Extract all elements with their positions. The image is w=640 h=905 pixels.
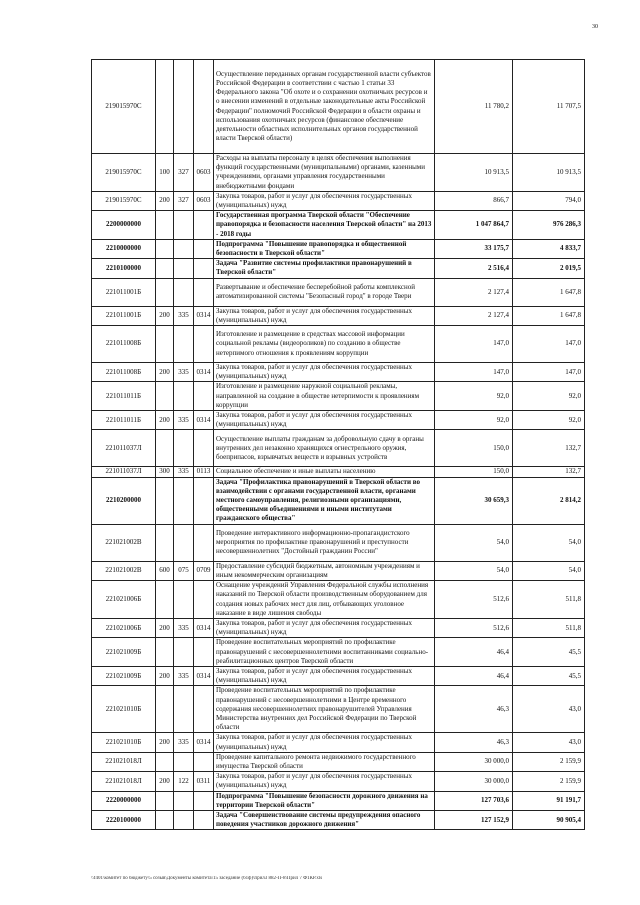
row-amount-planned: 147,0: [435, 363, 513, 382]
row-amount-planned: 147,0: [435, 326, 513, 363]
budget-table: [91, 59, 585, 830]
row-section: [194, 686, 214, 733]
row-description: Задача "Профилактика правонарушений в Тверской области во взаимодействии с органами государственной власти, органами местного самоуправления, религиозными организациями, общественными объединениями и иными институтами гражданского общества": [214, 477, 435, 524]
row-amount-executed: 511,8: [513, 581, 585, 619]
row-amount-executed: 92,0: [513, 382, 585, 411]
table-row: [92, 211, 585, 240]
table-row: [92, 477, 585, 524]
row-department: 122: [174, 772, 194, 791]
row-amount-executed: 2 019,5: [513, 259, 585, 278]
row-amount-executed: 147,0: [513, 326, 585, 363]
row-amount-planned: 150,0: [435, 430, 513, 467]
row-expense-type: 200: [156, 411, 174, 430]
row-amount-executed: 43,0: [513, 733, 585, 752]
table-row: [92, 326, 585, 363]
row-amount-executed: 2 814,2: [513, 477, 585, 524]
row-department: 335: [174, 363, 194, 382]
table-row: [92, 191, 585, 210]
row-amount-planned: 30 000,0: [435, 772, 513, 791]
row-amount-executed: 2 159,9: [513, 772, 585, 791]
row-department: 075: [174, 561, 194, 580]
row-department: 335: [174, 467, 194, 477]
row-expense-type: 200: [156, 666, 174, 685]
row-expense-type: [156, 581, 174, 619]
budget-table-body: [92, 60, 585, 830]
row-expense-type: 300: [156, 467, 174, 477]
row-amount-executed: 132,7: [513, 430, 585, 467]
row-amount-planned: 46,3: [435, 733, 513, 752]
row-department: [174, 686, 194, 733]
row-expense-type: 200: [156, 772, 174, 791]
table-row: [92, 382, 585, 411]
row-description: Закупка товаров, работ и услуг для обеспечения государственных (муниципальных) нужд: [214, 666, 435, 685]
row-description: Расходы на выплаты персоналу в целях обеспечения выполнения функций государственными (муниципальными) органами, казенными учреждениями, органами управления государственными внебюджетными фондами: [214, 154, 435, 192]
row-expense-type: [156, 239, 174, 258]
table-row: [92, 524, 585, 561]
row-code: 221021009Б: [92, 638, 156, 667]
row-expense-type: [156, 259, 174, 278]
row-amount-executed: 2 159,9: [513, 752, 585, 771]
row-code: 221021009Б: [92, 666, 156, 685]
file-path-footer: \\f401\комитет по бюджету\5 созыв\Документы комитета\15 заседание (61ф)\прил3 882-П-8\Прил 7 Ф1КР.xls: [91, 876, 323, 881]
row-description: Проведение интерактивного информационно-пропагандистского мероприятия по профилактике правонарушений и преступности несовершеннолетних "Достойный гражданин России": [214, 524, 435, 561]
row-expense-type: [156, 791, 174, 810]
row-department: 335: [174, 618, 194, 637]
row-amount-planned: 2 516,4: [435, 259, 513, 278]
row-department: [174, 259, 194, 278]
row-amount-planned: 33 175,7: [435, 239, 513, 258]
table-row: [92, 638, 585, 667]
row-department: [174, 477, 194, 524]
row-department: 335: [174, 411, 194, 430]
row-amount-executed: 90 905,4: [513, 810, 585, 829]
row-amount-executed: 1 647,8: [513, 306, 585, 325]
row-amount-planned: 10 913,5: [435, 154, 513, 192]
row-section: 0314: [194, 411, 214, 430]
row-department: [174, 278, 194, 306]
row-department: [174, 326, 194, 363]
row-department: [174, 211, 194, 240]
row-amount-executed: 1 647,8: [513, 278, 585, 306]
row-expense-type: 200: [156, 618, 174, 637]
row-amount-executed: 11 707,5: [513, 60, 585, 154]
row-code: 221011008Б: [92, 326, 156, 363]
row-description: Закупка товаров, работ и услуг для обеспечения государственных (муниципальных) нужд: [214, 411, 435, 430]
row-amount-planned: 2 127,4: [435, 278, 513, 306]
row-code: 219015970С: [92, 60, 156, 154]
row-description: Осуществление выплаты гражданам за добровольную сдачу в органы внутренних дел незаконно хранящихся огнестрельного оружия, боеприпасов, взрывчатых веществ и взрывных устройств: [214, 430, 435, 467]
row-amount-executed: 511,8: [513, 618, 585, 637]
row-code: 221021018Л: [92, 752, 156, 771]
row-code: 221011008Б: [92, 363, 156, 382]
row-code: 2210200000: [92, 477, 156, 524]
row-code: 2220000000: [92, 791, 156, 810]
row-expense-type: [156, 638, 174, 667]
row-department: [174, 239, 194, 258]
row-code: 2210100000: [92, 259, 156, 278]
row-code: 221021006Б: [92, 618, 156, 637]
row-expense-type: [156, 326, 174, 363]
row-description: Оснащение учреждений Управления Федеральной службы исполнения наказаний по Тверской области производственным оборудованием для создания новых рабочих мест для лиц, отбывающих уголовное наказание в виде лишения свободы: [214, 581, 435, 619]
row-expense-type: [156, 810, 174, 829]
row-amount-executed: 132,7: [513, 467, 585, 477]
row-code: 221011001Б: [92, 278, 156, 306]
table-row: [92, 430, 585, 467]
row-department: 335: [174, 306, 194, 325]
row-description: Развертывание и обеспечение бесперебойной работы комплексной автоматизированной системы "Безопасный город" в городе Твери: [214, 278, 435, 306]
table-row: [92, 791, 585, 810]
row-section: 0314: [194, 618, 214, 637]
row-amount-planned: 127 703,6: [435, 791, 513, 810]
row-section: 0311: [194, 772, 214, 791]
row-description: Закупка товаров, работ и услуг для обеспечения государственных (муниципальных) нужд: [214, 191, 435, 210]
row-amount-planned: 30 000,0: [435, 752, 513, 771]
row-description: Изготовление и размещение наружной социальной рекламы, направленной на создание в обществе нетерпимости к проявлениям коррупции: [214, 382, 435, 411]
row-expense-type: 200: [156, 191, 174, 210]
row-section: 0113: [194, 467, 214, 477]
page-number: 30: [592, 24, 598, 30]
row-expense-type: [156, 524, 174, 561]
row-department: [174, 810, 194, 829]
row-department: [174, 791, 194, 810]
row-code: 221011011Б: [92, 382, 156, 411]
row-department: 335: [174, 733, 194, 752]
row-department: [174, 581, 194, 619]
table-row: [92, 259, 585, 278]
row-amount-planned: 127 152,9: [435, 810, 513, 829]
row-code: 221021002В: [92, 524, 156, 561]
row-department: 335: [174, 666, 194, 685]
row-section: [194, 326, 214, 363]
row-expense-type: 600: [156, 561, 174, 580]
row-description: Проведение воспитательных мероприятий по профилактике правонарушений с несовершеннолетними воспитанниками социально-реабилитационных центров Тверской области: [214, 638, 435, 667]
row-description: Проведение воспитательных мероприятий по профилактике правонарушений с несовершеннолетними в Центре временного содержания несовершеннолетних правонарушителей Управления Министерства внутренних дел Российской Федерации по Тверской области: [214, 686, 435, 733]
row-code: 221021010Б: [92, 733, 156, 752]
row-description: Задача "Развитие системы профилактики правонарушений в Тверской области": [214, 259, 435, 278]
row-department: [174, 752, 194, 771]
table-row: [92, 467, 585, 477]
row-section: [194, 752, 214, 771]
row-amount-executed: 43,0: [513, 686, 585, 733]
table-row: [92, 561, 585, 580]
row-expense-type: [156, 686, 174, 733]
row-amount-executed: 976 286,3: [513, 211, 585, 240]
row-description: Подпрограмма "Повышение правопорядка и общественной безопасности в Тверской области": [214, 239, 435, 258]
row-department: [174, 60, 194, 154]
table-row: [92, 278, 585, 306]
table-row: [92, 60, 585, 154]
row-code: 2220100000: [92, 810, 156, 829]
row-section: [194, 524, 214, 561]
row-section: [194, 60, 214, 154]
row-code: 221011037Л: [92, 430, 156, 467]
row-code: 221021002В: [92, 561, 156, 580]
row-amount-executed: 54,0: [513, 524, 585, 561]
row-department: [174, 638, 194, 667]
row-section: [194, 278, 214, 306]
row-amount-planned: 512,6: [435, 581, 513, 619]
row-expense-type: [156, 60, 174, 154]
row-expense-type: 100: [156, 154, 174, 192]
row-section: [194, 382, 214, 411]
row-amount-planned: 512,6: [435, 618, 513, 637]
row-section: [194, 791, 214, 810]
row-description: Закупка товаров, работ и услуг для обеспечения государственных (муниципальных) нужд: [214, 733, 435, 752]
row-expense-type: 200: [156, 363, 174, 382]
row-description: Осуществление переданных органам государственной власти субъектов Российской Федерации в соответствии с частью 1 статьи 33 Федерального закона "Об охоте и о сохранении охотничьих ресурсов и о внесении изменений в отдельные законодательные акты Российской Федерации" полномочий Российской Федерации в области охраны и использования охотничьих ресурсов (финансовое обеспечение деятельности областных исполнительных органов государственной власти Тверской области): [214, 60, 435, 154]
row-expense-type: [156, 477, 174, 524]
table-row: [92, 810, 585, 829]
row-description: Закупка товаров, работ и услуг для обеспечения государственных (муниципальных) нужд: [214, 772, 435, 791]
row-expense-type: 200: [156, 306, 174, 325]
row-amount-planned: 11 780,2: [435, 60, 513, 154]
row-amount-planned: 92,0: [435, 411, 513, 430]
row-code: 221021006Б: [92, 581, 156, 619]
row-amount-planned: 46,3: [435, 686, 513, 733]
table-row: [92, 733, 585, 752]
row-section: 0603: [194, 154, 214, 192]
row-section: 0314: [194, 733, 214, 752]
table-row: [92, 239, 585, 258]
row-description: Проведение капитального ремонта недвижимого государственного имущества Тверской области: [214, 752, 435, 771]
row-amount-executed: 45,5: [513, 638, 585, 667]
row-description: Предоставление субсидий бюджетным, автономным учреждениям и иным некоммерческим организациям: [214, 561, 435, 580]
row-department: [174, 382, 194, 411]
row-section: [194, 239, 214, 258]
row-section: 0314: [194, 666, 214, 685]
table-row: [92, 686, 585, 733]
row-expense-type: [156, 382, 174, 411]
row-code: 221021010Б: [92, 686, 156, 733]
row-amount-executed: 147,0: [513, 363, 585, 382]
row-department: [174, 430, 194, 467]
table-row: [92, 752, 585, 771]
row-expense-type: [156, 278, 174, 306]
table-row: [92, 411, 585, 430]
table-row: [92, 363, 585, 382]
row-amount-executed: 91 191,7: [513, 791, 585, 810]
row-amount-planned: 30 659,3: [435, 477, 513, 524]
row-code: 219015970С: [92, 154, 156, 192]
row-amount-planned: 46,4: [435, 638, 513, 667]
row-section: 0314: [194, 306, 214, 325]
row-description: Социальное обеспечение и иные выплаты населению: [214, 467, 435, 477]
row-amount-executed: 794,0: [513, 191, 585, 210]
row-department: 327: [174, 154, 194, 192]
table-row: [92, 618, 585, 637]
row-description: Закупка товаров, работ и услуг для обеспечения государственных (муниципальных) нужд: [214, 618, 435, 637]
row-code: 219015970С: [92, 191, 156, 210]
row-expense-type: [156, 752, 174, 771]
table-row: [92, 772, 585, 791]
row-expense-type: 200: [156, 733, 174, 752]
table-row: [92, 306, 585, 325]
row-section: [194, 581, 214, 619]
row-amount-planned: 46,4: [435, 666, 513, 685]
table-row: [92, 154, 585, 192]
row-section: [194, 430, 214, 467]
row-code: 221021018Л: [92, 772, 156, 791]
row-amount-executed: 4 833,7: [513, 239, 585, 258]
row-section: [194, 211, 214, 240]
row-amount-planned: 2 127,4: [435, 306, 513, 325]
row-section: 0709: [194, 561, 214, 580]
row-section: 0314: [194, 363, 214, 382]
row-department: 327: [174, 191, 194, 210]
row-amount-executed: 92,0: [513, 411, 585, 430]
row-code: 221011001Б: [92, 306, 156, 325]
row-description: Изготовление и размещение в средствах массовой информации социальной рекламы (видеороликов) по созданию в обществе нетерпимого отношения к проявлениям коррупции: [214, 326, 435, 363]
row-section: [194, 810, 214, 829]
row-code: 2210000000: [92, 239, 156, 258]
table-row: [92, 666, 585, 685]
row-amount-planned: 92,0: [435, 382, 513, 411]
row-code: 221011037Л: [92, 467, 156, 477]
row-description: Закупка товаров, работ и услуг для обеспечения государственных (муниципальных) нужд: [214, 363, 435, 382]
row-expense-type: [156, 211, 174, 240]
row-amount-executed: 10 913,5: [513, 154, 585, 192]
row-amount-planned: 866,7: [435, 191, 513, 210]
row-description: Государственная программа Тверской области "Обеспечение правопорядка и безопасности населения Тверской области" на 2013 - 2018 годы: [214, 211, 435, 240]
row-section: [194, 638, 214, 667]
row-section: [194, 477, 214, 524]
row-amount-planned: 54,0: [435, 524, 513, 561]
row-section: 0603: [194, 191, 214, 210]
row-department: [174, 524, 194, 561]
row-description: Подпрограмма "Повышение безопасности дорожного движения на территории Тверской области": [214, 791, 435, 810]
row-amount-planned: 1 047 864,7: [435, 211, 513, 240]
row-expense-type: [156, 430, 174, 467]
row-amount-planned: 150,0: [435, 467, 513, 477]
row-amount-executed: 45,5: [513, 666, 585, 685]
row-code: 221011011Б: [92, 411, 156, 430]
row-description: Задача "Совершенствование системы предупреждения опасного поведения участников дорожного движения": [214, 810, 435, 829]
row-amount-planned: 54,0: [435, 561, 513, 580]
row-amount-executed: 54,0: [513, 561, 585, 580]
row-code: 2200000000: [92, 211, 156, 240]
row-description: Закупка товаров, работ и услуг для обеспечения государственных (муниципальных) нужд: [214, 306, 435, 325]
table-row: [92, 581, 585, 619]
row-section: [194, 259, 214, 278]
